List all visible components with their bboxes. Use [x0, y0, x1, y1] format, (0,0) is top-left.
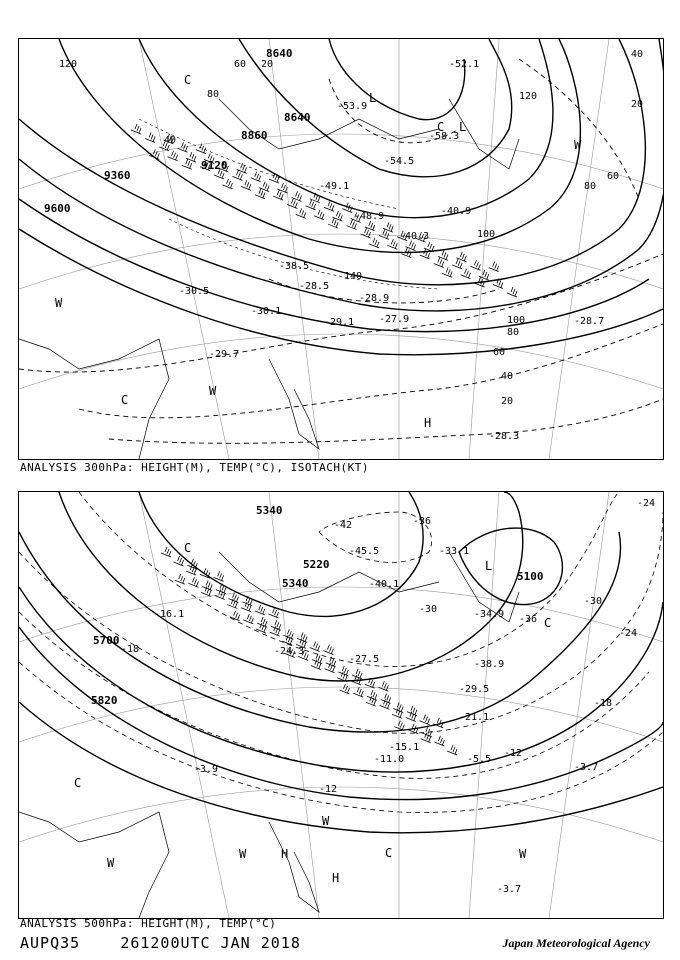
- temp-label: -53.9: [337, 101, 368, 112]
- wind-barb: [420, 249, 430, 259]
- wind-barb: [442, 267, 452, 277]
- wind-barb: [216, 584, 226, 594]
- warm-center-marker: W: [209, 384, 217, 398]
- temp-label: -54.5: [384, 156, 415, 167]
- wind-barb: [251, 172, 261, 182]
- high-center-marker: H: [281, 847, 289, 861]
- isotach-lines: [19, 59, 663, 443]
- wind-barb: [223, 179, 233, 189]
- temp-label: -28.3: [489, 431, 520, 442]
- temp-contour-label: -24: [619, 628, 638, 639]
- height-label: 5820: [91, 694, 118, 707]
- map-300hpa-canvas: [19, 39, 663, 459]
- cold-center-marker: C: [74, 776, 82, 790]
- wind-barb: [228, 593, 238, 603]
- temp-label: -29.7: [209, 349, 240, 360]
- wind-barb: [470, 260, 480, 270]
- height-label: 9360: [104, 169, 131, 182]
- height-label: 8860: [241, 129, 268, 142]
- station-temp-label: -3.7: [497, 884, 522, 895]
- temp-contour-label: -24: [637, 498, 656, 509]
- low-center-marker: L: [369, 91, 377, 105]
- wind-barbs: [161, 547, 457, 755]
- map-500hpa-canvas: [19, 492, 663, 918]
- wind-barb: [306, 200, 316, 210]
- wind-barb: [379, 229, 389, 239]
- isotach-label: 40: [164, 135, 177, 146]
- temp-contour-label: -30: [419, 604, 438, 615]
- wind-barb: [507, 287, 517, 297]
- isotach-label: 120: [59, 59, 78, 70]
- station-temp-label: -38.9: [474, 659, 505, 670]
- warm-center-marker: W: [322, 814, 330, 828]
- wind-barb: [387, 239, 397, 249]
- height-label: 5220: [303, 558, 330, 571]
- temp-label: -30.5: [179, 286, 210, 297]
- station-temp-label: -27.5: [349, 654, 380, 665]
- wind-barb: [161, 547, 171, 557]
- coastline: [19, 552, 522, 918]
- temp-contour-label: -42: [334, 520, 353, 531]
- wind-barb: [314, 210, 324, 220]
- height-label: 9120: [201, 159, 228, 172]
- wind-barb: [273, 190, 283, 200]
- height-label: 9600: [44, 202, 71, 215]
- station-temp-label: -21.1: [459, 712, 490, 723]
- isotach-label: 80: [507, 327, 520, 338]
- wind-barb: [145, 132, 155, 142]
- station-temp-label: -16.1: [154, 609, 185, 620]
- wind-barb: [339, 684, 349, 694]
- isotach-label: 100: [477, 229, 496, 240]
- wind-barb: [452, 259, 462, 269]
- height-label: 8640: [284, 111, 311, 124]
- height-contours: [19, 492, 663, 833]
- station-temp-label: -33.1: [439, 546, 470, 557]
- temp-contour-label: -12: [504, 748, 523, 759]
- wind-barb: [324, 201, 334, 211]
- wind-barb: [131, 124, 141, 134]
- wind-barb: [296, 208, 306, 218]
- isotach-label: 40: [501, 371, 514, 382]
- temp-label: -28.9: [359, 293, 390, 304]
- cold-center-marker: C: [437, 120, 445, 134]
- wind-barb: [361, 228, 371, 238]
- wind-barb: [257, 617, 267, 627]
- station-temp-label: -40.1: [369, 579, 400, 590]
- map-500hpa: [18, 491, 664, 919]
- station-temp-label: -15.1: [389, 742, 420, 753]
- agency-name: Japan Meteorological Agency: [502, 936, 650, 950]
- wind-barb: [381, 693, 391, 703]
- wind-barb: [394, 721, 404, 731]
- wind-barb: [434, 736, 444, 746]
- wind-barb: [489, 262, 499, 272]
- product-header: [20, 934, 301, 952]
- station-temp-label: -5.5: [467, 754, 492, 765]
- wind-barb: [243, 614, 253, 624]
- map-500hpa-caption: ANALYSIS 500hPa: HEIGHT(M), TEMP(°C): [20, 917, 277, 930]
- temp-label: -40.3: [399, 231, 430, 242]
- wind-barb: [338, 666, 348, 676]
- wind-barb: [188, 577, 198, 587]
- wind-barb: [369, 238, 379, 248]
- height-contours: [19, 39, 663, 355]
- temp-label: -30.1: [251, 306, 282, 317]
- wind-barb: [420, 715, 430, 725]
- temp-contour-label: -18: [594, 698, 613, 709]
- height-label: 5340: [256, 504, 283, 517]
- isotach-label: 80: [584, 181, 597, 192]
- high-center-marker: H: [332, 871, 340, 885]
- isotach-label: 20: [501, 396, 514, 407]
- cold-center-marker: C: [184, 541, 192, 555]
- temp-label: -38.5: [279, 261, 310, 272]
- wind-barb: [230, 611, 240, 621]
- wind-barb: [378, 681, 388, 691]
- isotach-label: 60: [234, 59, 247, 70]
- temp-contour-label: -36: [413, 516, 432, 527]
- temp-contour-label: -12: [319, 784, 338, 795]
- wind-barb: [353, 687, 363, 697]
- wind-barb: [241, 180, 251, 190]
- height-label: 5340: [282, 577, 309, 590]
- wind-barb: [271, 620, 281, 630]
- valid-time: 261200UTC JAN 2018: [120, 934, 301, 952]
- isotach-label: 80: [207, 89, 220, 100]
- station-temp-label: -3.9: [194, 764, 219, 775]
- temp-label: -52.1: [449, 59, 480, 70]
- isotach-label: 20: [631, 99, 644, 110]
- station-temp-label: -45.5: [349, 546, 380, 557]
- wind-barb: [393, 702, 403, 712]
- wind-barb: [434, 258, 444, 268]
- station-temp-label: -24.3: [274, 646, 305, 657]
- temp-label: -40.9: [441, 206, 472, 217]
- isotach-label: 40: [631, 49, 644, 60]
- temp-label: -58.3: [429, 131, 460, 142]
- temp-contour-label: -36: [519, 614, 538, 625]
- wind-barb: [175, 574, 185, 584]
- isotach-label: 60: [607, 171, 620, 182]
- product-code: AUPQ35: [20, 934, 81, 952]
- height-label: 8640: [266, 47, 293, 60]
- wind-barb: [352, 669, 362, 679]
- wind-barb: [323, 645, 333, 655]
- isotach-label: 140: [344, 271, 363, 282]
- cold-center-marker: C: [544, 616, 552, 630]
- low-center-marker: L: [459, 120, 467, 134]
- isotach-label: 20: [261, 59, 274, 70]
- wind-barb: [312, 654, 322, 664]
- wind-barb: [202, 580, 212, 590]
- wind-barb: [283, 629, 293, 639]
- wind-barb: [174, 556, 184, 566]
- warm-center-marker: W: [574, 138, 582, 152]
- warm-center-marker: W: [239, 847, 247, 861]
- wind-barb: [328, 218, 338, 228]
- warm-center-marker: W: [55, 296, 63, 310]
- wind-barb: [242, 596, 252, 606]
- cold-center-marker: C: [385, 846, 393, 860]
- cold-center-marker: C: [121, 393, 129, 407]
- wind-barb: [269, 608, 279, 618]
- temp-contour-label: -18: [121, 644, 140, 655]
- low-center-marker: L: [485, 559, 493, 573]
- map-300hpa-caption: ANALYSIS 300hPa: HEIGHT(M), TEMP(°C), ISOTACH(KT): [20, 461, 370, 474]
- wind-barb: [255, 189, 265, 199]
- isotach-label: 120: [519, 91, 538, 102]
- isotach-label: 60: [493, 347, 506, 358]
- station-temp-label: -11.0: [374, 754, 405, 765]
- wind-barb: [310, 641, 320, 651]
- wind-barb: [407, 706, 417, 716]
- temp-label: -28.5: [299, 281, 330, 292]
- map-300hpa: [18, 38, 664, 460]
- height-label: 5100: [517, 570, 544, 583]
- station-temp-label: -29.5: [459, 684, 490, 695]
- warm-center-marker: W: [107, 856, 115, 870]
- temp-label: -27.9: [379, 314, 410, 325]
- wind-barb: [168, 151, 178, 161]
- cold-center-marker: C: [184, 73, 192, 87]
- height-label: 5700: [93, 634, 120, 647]
- temp-label: -49.1: [319, 181, 350, 192]
- station-temp-label: -34.9: [474, 609, 505, 620]
- wind-barb: [447, 745, 457, 755]
- isotach-label: 100: [507, 315, 526, 326]
- isotherms: [19, 492, 663, 812]
- wind-barb: [232, 170, 242, 180]
- temp-contour-label: -30: [584, 596, 603, 607]
- warm-center-marker: W: [519, 847, 527, 861]
- temp-label: -28.7: [574, 316, 605, 327]
- wind-barb: [297, 632, 307, 642]
- wind-barb: [182, 159, 192, 169]
- high-center-marker: H: [424, 416, 432, 430]
- wind-barb: [255, 605, 265, 615]
- temp-label: -29.1: [324, 317, 355, 328]
- wind-barb: [367, 690, 377, 700]
- station-temp-label: -3.7: [574, 762, 599, 773]
- wind-barb: [460, 269, 470, 279]
- temp-label: -48.9: [354, 211, 385, 222]
